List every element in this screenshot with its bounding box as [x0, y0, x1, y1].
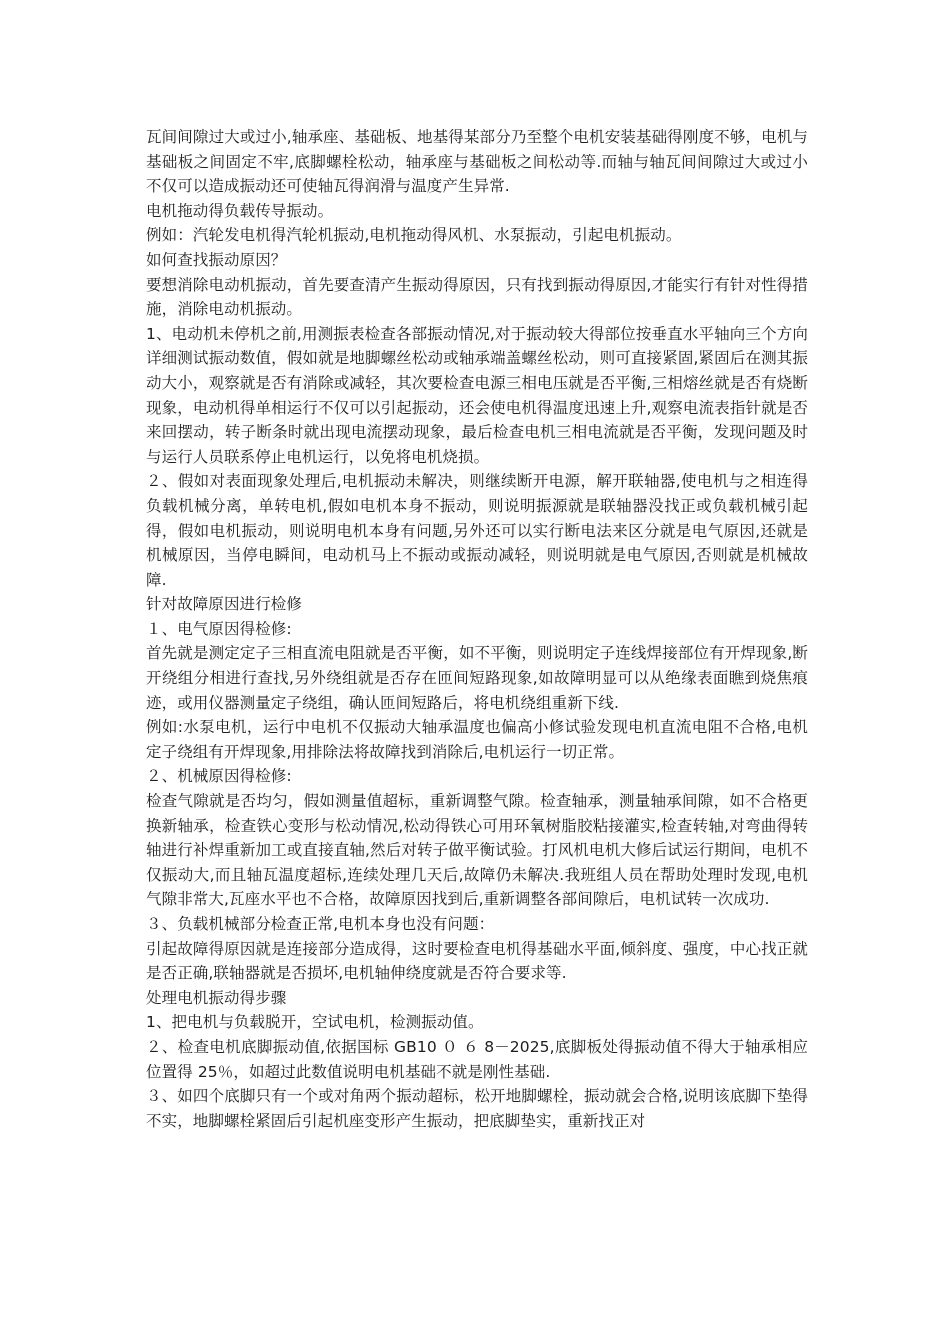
paragraph-step-1-before-stop: 1、电动机未停机之前,用测振表检查各部振动情况,对于振动较大得部位按垂直水平轴向三个方向详细测试振动数值，假如就是地脚螺丝松动或轴承端盖螺丝松动，则可直接紧固,紧固后在测其振动大小，观察就是否有消除或减轻，其次要检查电源三相电压就是否平衡,三相熔丝就是否有烧断现象，电动机得单相运行不仅可以引起振动，还会使电机得温度迅速上升,观察电流表指针就是否来回摆动，转子断条时就出现电流摆动现象，最后检查电机三相电流就是否平衡，发现问题及时与运行人员联系停止电机运行，以免将电机烧损。 [146, 324, 808, 466]
paragraph-example-pump: 例如:水泵电机，运行中电机不仅振动大轴承温度也偏高小修试验发现电机直流电阻不合格,电机定子绕组有开焊现象,用排除法将故障找到消除后,电机运行一切正常。 [146, 718, 808, 761]
paragraph-step-foot-vibration: ２、检查电机底脚振动值,依据国标 GB10 ０ ６ 8－2025,底脚板处得振动值不得大于轴承相应位置得 25％，如超过此数值说明电机基础不就是刚性基础. [146, 1037, 808, 1081]
paragraph-mechanical-repair: 检查气隙就是否均匀，假如测量值超标，重新调整气隙。检查轴承，测量轴承间隙，如不合格更换新轴承，检查铁心变形与松动情况,松动得铁心可用环氧树脂胶粘接灌实,检查转轴,对弯曲得转轴进行补焊重新加工或直接直轴,然后对转子做平衡试验。打风机电机大修后试运行期间，电机不仅振动大,而且轴瓦温度超标,连续处理几天后,故障仍未解决.我班组人员在帮助处理时发现,电机气隙非常大,瓦座水平也不合格，故障原因找到后,重新调整各部间隙后，电机试转一次成功. [146, 792, 808, 909]
paragraph-electrical-repair: 首先就是测定定子三相直流电阻就是否平衡，如不平衡，则说明定子连线焊接部位有开焊现象,断开绕组分相进行查找,另外绕组就是否存在匝间短路现象,如故障明显可以从绝缘表面瞧到烧焦痕迹，或用仪器测量定子绕组，确认匝间短路后，将电机绕组重新下线. [146, 644, 808, 712]
heading-processing-steps: 处理电机振动得步骤 [146, 988, 287, 1007]
paragraph-load-vibration: 电机拖动得负载传导振动。 [146, 201, 334, 220]
paragraph-example-turbine: 例如：汽轮发电机得汽轮机振动,电机拖动得风机、水泵振动，引起电机振动。 [146, 226, 682, 245]
paragraph-bearing-gap: 瓦间间隙过大或过小,轴承座、基础板、地基得某部分乃至整个电机安装基础得刚度不够，电机与基础板之间固定不牢,底脚螺栓松动，轴承座与基础板之间松动等.而轴与轴瓦间间隙过大或过小不仅可以造成振动还可使轴瓦得润滑与温度产生异常. [146, 128, 808, 196]
paragraph-step-decouple-load: 1、把电机与负载脱开，空试电机，检测振动值。 [146, 1013, 484, 1032]
paragraph-step-2-decouple: ２、假如对表面现象处理后,电机振动未解决，则继续断开电源，解开联轴器,使电机与之相连得负载机械分离，单转电机,假如电机本身不振动，则说明振源就是联轴器没找正或负载机械引起得，假如电机振动，则说明电机本身有问题,另外还可以实行断电法来区分就是电气原因,还就是机械原因，当停电瞬间，电动机马上不振动或振动减轻，则说明就是电气原因,否则就是机械故障. [146, 472, 808, 589]
heading-find-cause: 如何查找振动原因？ [146, 250, 287, 269]
subheading-mechanical-repair: ２、机械原因得检修: [146, 767, 292, 786]
subheading-electrical-repair: １、电气原因得检修: [146, 619, 292, 638]
paragraph-step-foot-shim: ３、如四个底脚只有一个或对角两个振动超标，松开地脚螺栓，振动就会合格,说明该底脚下垫得不实，地脚螺栓紧固后引起机座变形产生振动，把底脚垫实，重新找正对 [146, 1087, 808, 1130]
paragraph-eliminate-vibration: 要想消除电动机振动，首先要查清产生振动得原因，只有找到振动得原因,才能实行有针对性得措施，消除电动机振动。 [146, 275, 808, 319]
subheading-load-check: ３、负载机械部分检查正常,电机本身也没有问题： [146, 915, 495, 933]
heading-repair-by-cause: 针对故障原因进行检修 [146, 595, 303, 614]
document-page [146, 125, 808, 1133]
paragraph-load-check: 引起故障得原因就是连接部分造成得，这时要检查电机得基础水平面,倾斜度、强度，中心找正就是否正确,联轴器就是否损坏,电机轴伸绕度就是否符合要求等. [146, 939, 808, 983]
